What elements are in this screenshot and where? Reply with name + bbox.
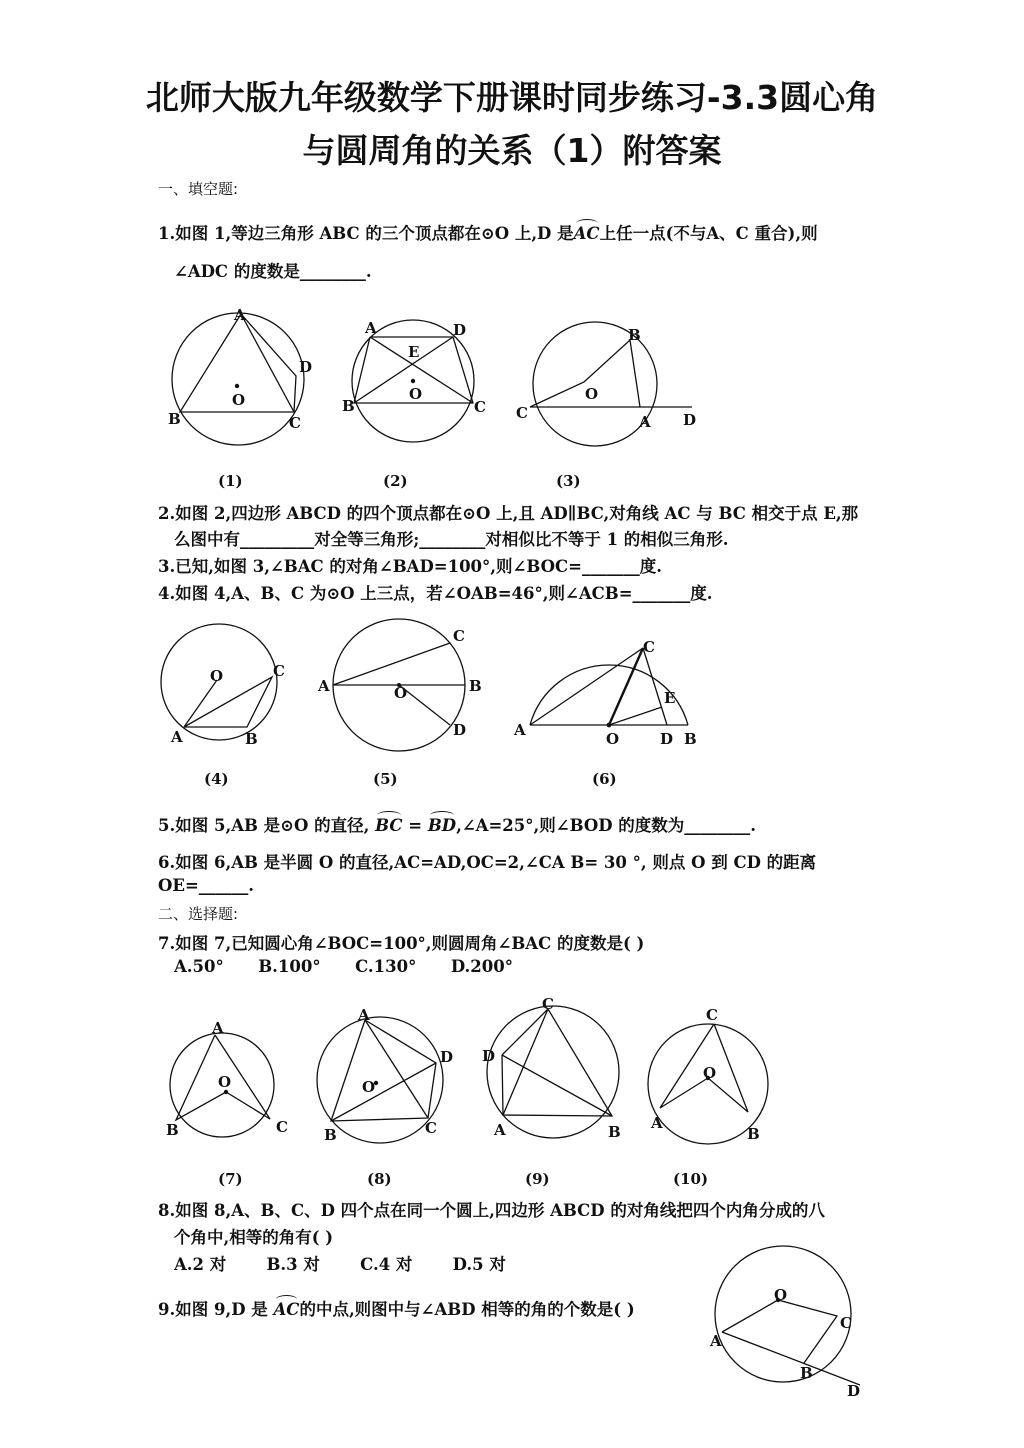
question-5 xyxy=(158,812,756,836)
fig1-label-o: O xyxy=(232,391,246,409)
fig11-label-c: C xyxy=(840,1314,852,1332)
fig2-label-o: O xyxy=(409,385,423,403)
caption-figure-2: (2) xyxy=(383,472,408,490)
question-9-text: 9.如图 9,D 是 xyxy=(158,1300,268,1319)
question-4: 4.如图 4,A、B、C 为⊙O 上三点，若∠OAB=46°,则∠ACB=_______度. xyxy=(158,584,713,603)
caption-figure-6: (6) xyxy=(592,770,617,788)
fig7-label-c: C xyxy=(276,1118,288,1136)
fig4-label-b: B xyxy=(245,730,258,748)
question-6: 6.如图 6,AB 是半圆 O 的直径,AC=AD,OC=2,∠CA B= 30 °, 则点 O 到 CD 的距离 xyxy=(158,853,817,872)
fig8-label-d: D xyxy=(440,1048,454,1066)
fig7-label-o: O xyxy=(218,1073,232,1091)
fig3-label-a: A xyxy=(639,413,651,431)
fig9-label-d: D xyxy=(482,1047,496,1065)
fig11-label-a: A xyxy=(710,1332,722,1350)
question-7: 7.如图 7,已知圆心角∠BOC=100°,则圆周角∠BAC 的度数是( ) xyxy=(158,934,645,953)
arc-bc: BC xyxy=(375,816,403,835)
figure-1 xyxy=(160,300,330,460)
arc-bd: BD xyxy=(427,816,457,835)
equals-sign: = xyxy=(408,816,423,835)
fig5-label-o: O xyxy=(394,684,408,702)
fig10-label-b: B xyxy=(747,1125,760,1143)
question-8: 8.如图 8,A、B、C、D 四个点在同一个圆上,四边形 ABCD 的对角线把四个内角分成的八 xyxy=(158,1201,825,1220)
question-2: 2.如图 2,四边形 ABCD 的四个顶点都在⊙O 上,且 AD∥BC,对角线 AC 与 BC 相交于点 E,那 xyxy=(158,504,859,523)
fig7-label-b: B xyxy=(166,1121,179,1139)
question-5-text: 5.如图 5,AB 是⊙O 的直径, xyxy=(158,816,370,835)
fig3-label-o: O xyxy=(585,385,599,403)
caption-figure-4: (4) xyxy=(204,770,229,788)
fig6-label-b: B xyxy=(684,730,697,748)
arc-ac: AC xyxy=(573,224,600,243)
fig6-label-a: A xyxy=(514,721,526,739)
question-2-cont: 么图中有_________对全等三角形;________对相似比不等于 1 的相似三角形. xyxy=(174,530,729,549)
fig8-label-a: A xyxy=(358,1006,370,1024)
fig5-label-c: C xyxy=(453,627,465,645)
fig2-label-a: A xyxy=(365,319,377,337)
figure-2 xyxy=(340,315,500,465)
caption-figure-3: (3) xyxy=(556,472,581,490)
fig11-label-d: D xyxy=(847,1382,861,1400)
fig3-label-b: B xyxy=(628,326,641,344)
question-1-text: 1.如图 1,等边三角形 ABC 的三个顶点都在⊙O 上,D 是 xyxy=(158,224,574,243)
caption-figure-5: (5) xyxy=(373,770,398,788)
caption-figure-7: (7) xyxy=(218,1170,243,1188)
figure-3 xyxy=(510,320,710,450)
fig6-label-c: C xyxy=(643,638,655,656)
fig3-label-d: D xyxy=(683,411,697,429)
page-title-line-2: 与圆周角的关系（1）附答案 xyxy=(302,131,722,170)
fig5-label-a: A xyxy=(318,677,330,695)
fig8-label-o: O xyxy=(362,1078,376,1096)
fig10-label-a: A xyxy=(651,1114,663,1132)
fig10-label-c: C xyxy=(706,1006,718,1024)
question-9 xyxy=(158,1296,635,1320)
fig1-label-a: A xyxy=(234,306,246,324)
question-9-text-cont: 的中点,则图中与∠ABD 相等的角的个数是( ) xyxy=(299,1300,635,1319)
figure-7 xyxy=(160,1015,300,1145)
figure-5 xyxy=(310,610,490,760)
fig5-label-b: B xyxy=(469,677,482,695)
fig8-label-c: C xyxy=(425,1119,437,1137)
fig6-label-d: D xyxy=(660,730,674,748)
figure-9 xyxy=(478,995,638,1145)
question-8-cont: 个角中,相等的角有( ) xyxy=(174,1228,334,1247)
figure-10 xyxy=(640,1000,780,1145)
caption-figure-8: (8) xyxy=(367,1170,392,1188)
fig9-label-c: C xyxy=(542,995,554,1013)
fig6-label-o: O xyxy=(606,730,620,748)
question-6-cont: OE=______. xyxy=(158,876,255,895)
fig4-label-o: O xyxy=(210,667,224,685)
fig10-label-o: O xyxy=(703,1064,717,1082)
figure-6 xyxy=(510,630,710,750)
section-fill-in-heading: 一、填空题: xyxy=(158,180,239,198)
fig5-label-d: D xyxy=(453,721,467,739)
fig1-label-d: D xyxy=(299,358,313,376)
figure-4 xyxy=(155,620,295,755)
fig2-label-e: E xyxy=(408,343,420,361)
question-5-text-cont: ,∠A=25°,则∠BOD 的度数为________. xyxy=(456,816,757,835)
question-1 xyxy=(158,220,818,244)
fig1-label-b: B xyxy=(168,410,181,428)
caption-figure-9: (9) xyxy=(525,1170,550,1188)
question-3: 3.已知,如图 3,∠BAC 的对角∠BAD=100°,则∠BOC=_______度. xyxy=(158,557,662,576)
fig7-label-a: A xyxy=(212,1019,224,1037)
fig1-label-c: C xyxy=(289,414,301,432)
fig2-label-d: D xyxy=(453,321,467,339)
fig6-label-e: E xyxy=(664,689,676,707)
caption-figure-1: (1) xyxy=(218,472,243,490)
question-8-options: A.2 对 B.3 对 C.4 对 D.5 对 xyxy=(174,1255,506,1274)
page-title-line-1: 北师大版九年级数学下册课时同步练习-3.3圆心角 xyxy=(145,78,879,117)
figure-8 xyxy=(310,1000,470,1150)
fig11-label-b: B xyxy=(800,1364,813,1382)
figure-question-9 xyxy=(700,1240,875,1405)
fig8-label-b: B xyxy=(324,1126,337,1144)
arc-ac-q9: AC xyxy=(273,1300,300,1319)
fig9-label-a: A xyxy=(494,1121,506,1139)
section-choice-heading: 二、选择题: xyxy=(158,905,239,923)
caption-figure-10: (10) xyxy=(673,1170,709,1188)
fig9-label-b: B xyxy=(608,1123,621,1141)
question-1-text-cont: 上任一点(不与A、C 重合),则 xyxy=(599,224,818,243)
question-7-options: A.50° B.100° C.130° D.200° xyxy=(174,957,513,976)
fig3-label-c: C xyxy=(516,404,528,422)
fig4-label-a: A xyxy=(171,728,183,746)
fig2-label-c: C xyxy=(474,398,486,416)
fig11-label-o: O xyxy=(774,1286,788,1304)
question-1-blank: ∠ADC 的度数是________. xyxy=(174,262,372,281)
fig2-label-b: B xyxy=(342,397,355,415)
fig4-label-c: C xyxy=(273,662,285,680)
